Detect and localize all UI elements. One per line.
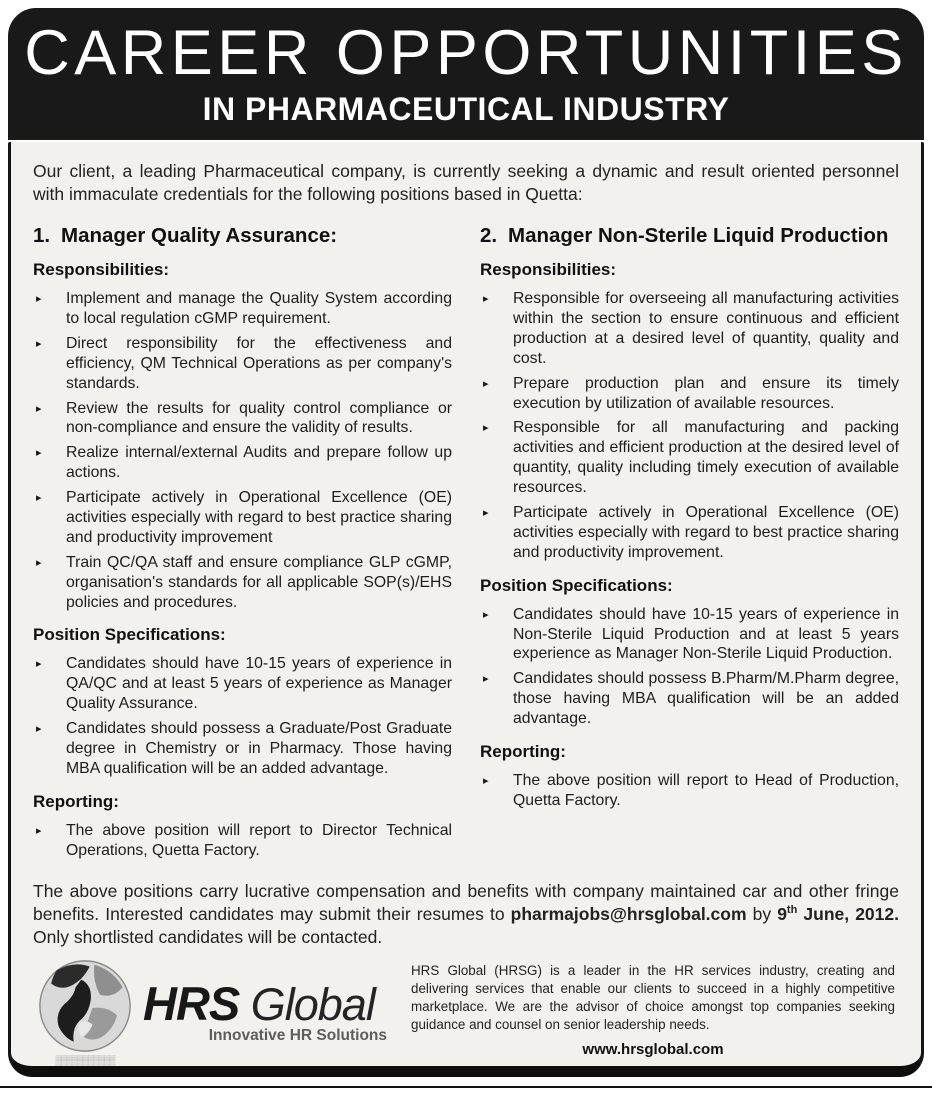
bullet-item <box>33 443 452 483</box>
closing-text-1: The above positions carry lucrative compensation and benefits with company maintained car and other fringe benefits. Interested candidates may submit their resumes to <box>33 880 899 924</box>
bullet-triangle-icon: ▸ <box>36 658 42 671</box>
bullet-text: Candidates should possess a Graduate/Post Graduate degree in Chemistry or in Pharmacy. Those having MBA qualification will be an added advantage. <box>66 720 452 777</box>
bullet-text: Direct responsibility for the effectiveness and efficiency, QM Technical Operations as per company's standards. <box>66 334 452 392</box>
bullet-item <box>33 821 452 861</box>
bullet-text: Prepare production plan and ensure its timely execution by utilization of available resources. <box>513 374 899 412</box>
bullet-item <box>33 553 452 613</box>
bullet-triangle-icon: ▸ <box>36 824 42 837</box>
closing-paragraph <box>33 880 899 949</box>
bullet-item <box>33 719 452 779</box>
section-heading: Reporting: <box>33 791 119 811</box>
closing-text-2: by <box>746 903 778 924</box>
position-title <box>33 224 452 248</box>
bullet-triangle-icon: ▸ <box>483 422 489 435</box>
bullet-triangle-icon: ▸ <box>36 492 42 505</box>
bullet-text: Implement and manage the Quality System according to local regulation cGMP requirement. <box>66 290 452 327</box>
page-subtitle: IN PHARMACEUTICAL INDUSTRY <box>202 90 730 127</box>
bullet-item <box>33 654 452 714</box>
bullet-text: Train QC/QA staff and ensure compliance GLP cGMP, organisation's standards for all applicable SOP(s)/EHS policies and procedures. <box>66 553 452 611</box>
bullet-text: The above position will report to Director Technical Operations, Quetta Factory. <box>66 821 452 859</box>
intro-paragraph: Our client, a leading Pharmaceutical company, is currently seeking a dynamic and result oriented personnel with immaculate credentials for the following positions based in Quetta: <box>33 161 899 204</box>
company-about-text: HRS Global (HRSG) is a leader in the HR services industry, creating and delivering services that enable our clients to succeed in a highly competitive marketplace. We are the advisor of choice amongst top companies seeking guidance and counsel on senior leadership needs. <box>411 963 895 1033</box>
deadline-ordinal: th <box>786 903 798 916</box>
bullet-triangle-icon: ▸ <box>36 402 42 415</box>
position-title-text: Manager Quality Assurance: <box>61 223 338 247</box>
company-about <box>395 962 899 1058</box>
bullet-item <box>33 399 452 439</box>
bullet-triangle-icon: ▸ <box>483 774 489 787</box>
bullet-item <box>480 669 899 729</box>
bottom-divider <box>0 1086 932 1088</box>
bullet-triangle-icon: ▸ <box>483 608 489 621</box>
bullet-triangle-icon: ▸ <box>36 447 42 460</box>
logo-hrs-text: HRS <box>143 976 240 1030</box>
bullet-text: Responsible for overseeing all manufacturing activities within the section to ensure continuous and efficient production at a desired level of quantity, quality and cost. <box>513 290 899 367</box>
position-title-text: Manager Non-Sterile Liquid Production <box>508 223 889 247</box>
bullet-triangle-icon: ▸ <box>483 673 489 686</box>
footer <box>33 959 899 1065</box>
bullet-text: Candidates should have 10-15 years of experience in Non-Sterile Liquid Production and at least 5 years experience as Manager Non-Sterile Liquid Production. <box>513 605 899 663</box>
deadline-rest: June, 2012. <box>797 903 899 924</box>
globe-face-icon <box>38 959 132 1053</box>
contact-email: pharmajobs@hrsglobal.com <box>510 903 747 924</box>
bullet-triangle-icon: ▸ <box>36 337 42 350</box>
section-heading: Position Specifications: <box>480 575 673 595</box>
bullet-text: Responsible for all manufacturing and packing activities and efficient production at the desired level of quantity, quality including timely execution of available resources. <box>513 419 899 497</box>
position-title <box>480 224 899 248</box>
page-title: CAREER OPPORTUNITIES <box>24 18 908 89</box>
globe-shadow-decoration: ▒▒▒▒▒▒▒▒▒▒▒ <box>55 1054 115 1065</box>
bullet-item <box>480 418 899 498</box>
bullet-text: Participate actively in Operational Excellence (OE) activities especially with regard to best practice sharing and productivity improvement <box>66 489 452 546</box>
company-website: www.hrsglobal.com <box>582 1041 724 1059</box>
bullet-item <box>480 771 899 811</box>
section-heading: Responsibilities: <box>480 260 617 280</box>
section-heading: Position Specifications: <box>33 625 226 645</box>
bullet-item <box>480 503 899 563</box>
position-number: 2. <box>480 223 498 247</box>
header-banner <box>8 8 924 140</box>
ad-body <box>8 142 924 1077</box>
section-heading: Reporting: <box>480 741 566 761</box>
bullet-text: The above position will report to Head of Production, Quetta Factory. <box>513 771 899 809</box>
logo-wordmark <box>137 976 395 1045</box>
closing-text-3: Only shortlisted candidates will be contacted. <box>33 926 383 947</box>
section-heading: Responsibilities: <box>33 260 170 280</box>
bullet-triangle-icon: ▸ <box>483 506 489 519</box>
bullet-item <box>480 374 899 414</box>
bullet-item <box>480 289 899 369</box>
position-number: 1. <box>33 223 51 247</box>
bullet-triangle-icon: ▸ <box>36 723 42 736</box>
bullet-item <box>33 289 452 329</box>
deadline-day: 9 <box>777 903 787 924</box>
bullet-triangle-icon: ▸ <box>36 556 42 569</box>
bullet-item <box>33 488 452 548</box>
company-logo <box>33 959 137 1065</box>
bullet-text: Realize internal/external Audits and prepare follow up actions. <box>66 444 452 482</box>
bullet-triangle-icon: ▸ <box>36 293 42 306</box>
logo-tagline: Innovative HR Solutions <box>208 1026 387 1044</box>
bullet-text: Participate actively in Operational Excellence (OE) activities especially with regard to best practice sharing and productivity improvement. <box>513 503 899 561</box>
logo-global-text: Global <box>239 978 375 1030</box>
bullet-text: Review the results for quality control compliance or non-compliance and ensure the validity of results. <box>66 399 452 437</box>
bullet-item <box>480 605 899 665</box>
positions-columns <box>33 220 899 866</box>
position-2 <box>480 220 899 866</box>
bullet-item <box>33 334 452 394</box>
bullet-triangle-icon: ▸ <box>483 377 489 390</box>
bullet-triangle-icon: ▸ <box>483 293 489 306</box>
position-1 <box>33 220 452 866</box>
bullet-text: Candidates should possess B.Pharm/M.Pharm degree, those having MBA qualification will be an added advantage. <box>513 670 899 728</box>
bullet-text: Candidates should have 10-15 years of experience in QA/QC and at least 5 years of experience as Manager Quality Assurance. <box>66 655 452 713</box>
